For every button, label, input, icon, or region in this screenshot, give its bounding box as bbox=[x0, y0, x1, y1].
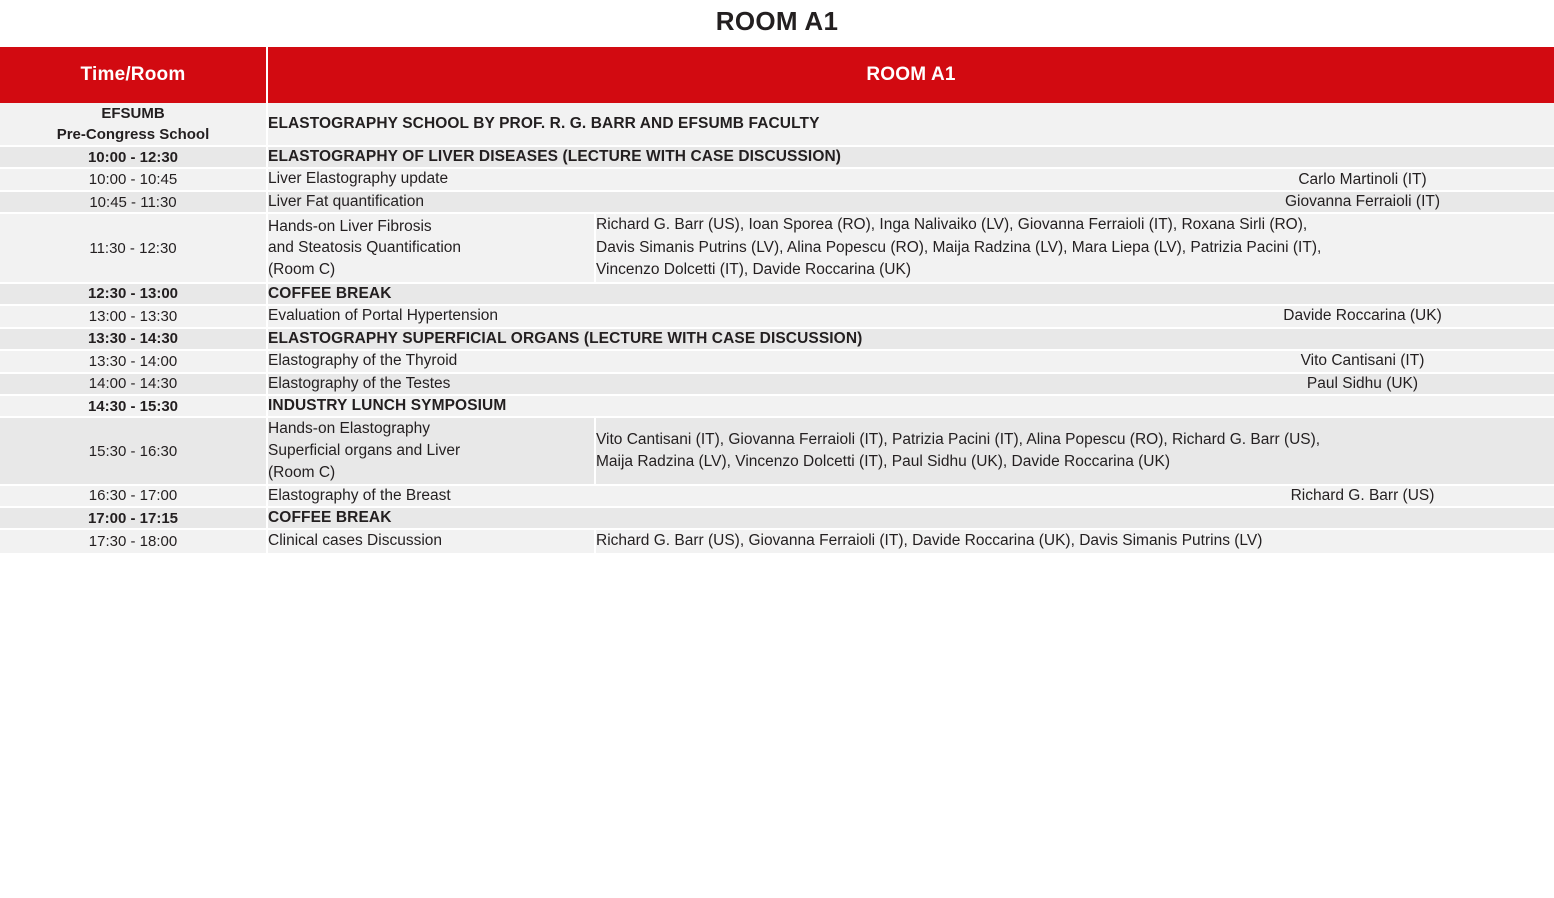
table-row bbox=[0, 529, 1554, 553]
table-header-row bbox=[0, 47, 1554, 103]
table-row bbox=[0, 373, 1554, 395]
faculty-line3: Vincenzo Dolcetti (IT), Davide Roccarina (UK) bbox=[596, 261, 911, 279]
row-time: 17:00 - 17:15 bbox=[0, 507, 267, 529]
row-time: 10:45 - 11:30 bbox=[0, 191, 267, 213]
row-topic bbox=[267, 213, 595, 282]
table-row bbox=[0, 507, 1554, 529]
topic-line1: Hands-on Liver Fibrosis bbox=[268, 217, 432, 235]
topic-line2: and Steatosis Quantification bbox=[268, 239, 462, 257]
row-faculty bbox=[595, 213, 1554, 282]
row-speaker: Carlo Martinoli (IT) bbox=[1171, 168, 1554, 190]
faculty-line2: Maija Radzina (LV), Vincenzo Dolcetti (IT), Paul Sidhu (UK), Davide Roccarina (UK) bbox=[596, 453, 1170, 471]
row-time: 13:30 - 14:00 bbox=[0, 350, 267, 372]
row-speaker: Vito Cantisani (IT) bbox=[1171, 350, 1554, 372]
table-row bbox=[0, 283, 1554, 305]
topic-line2: Superficial organs and Liver bbox=[268, 442, 461, 460]
row-topic: Elastography of the Thyroid bbox=[267, 350, 1171, 372]
row-time: 16:30 - 17:00 bbox=[0, 485, 267, 507]
row-title: ELASTOGRAPHY SCHOOL BY PROF. R. G. BARR AND EFSUMB FACULTY bbox=[267, 103, 1554, 146]
row-time: 12:30 - 13:00 bbox=[0, 283, 267, 305]
row-time: 14:00 - 14:30 bbox=[0, 373, 267, 395]
schedule-table bbox=[0, 47, 1554, 555]
row-speaker: Davide Roccarina (UK) bbox=[1171, 305, 1554, 327]
row-topic: Elastography of the Testes bbox=[267, 373, 1171, 395]
faculty-line1: Vito Cantisani (IT), Giovanna Ferraioli (IT), Patrizia Pacini (IT), Alina Popescu (RO), Richard G. Barr (US), bbox=[596, 430, 1321, 448]
row-title: COFFEE BREAK bbox=[267, 283, 1554, 305]
pre-school-line1: EFSUMB bbox=[101, 105, 165, 122]
row-speaker: Paul Sidhu (UK) bbox=[1171, 373, 1554, 395]
faculty-line1: Richard G. Barr (US), Ioan Sporea (RO), Inga Nalivaiko (LV), Giovanna Ferraioli (IT), Roxana Sirli (RO), bbox=[596, 216, 1308, 234]
row-title: ELASTOGRAPHY OF LIVER DISEASES (LECTURE WITH CASE DISCUSSION) bbox=[267, 146, 1554, 168]
row-speaker: Giovanna Ferraioli (IT) bbox=[1171, 191, 1554, 213]
header-time-room: Time/Room bbox=[0, 47, 267, 103]
table-row bbox=[0, 213, 1554, 282]
table-row bbox=[0, 328, 1554, 350]
row-time: 17:30 - 18:00 bbox=[0, 529, 267, 553]
table-row bbox=[0, 305, 1554, 327]
row-title: ELASTOGRAPHY SUPERFICIAL ORGANS (LECTURE WITH CASE DISCUSSION) bbox=[267, 328, 1554, 350]
row-topic bbox=[267, 417, 595, 484]
topic-line1: Hands-on Elastography bbox=[268, 420, 430, 438]
row-time bbox=[0, 103, 267, 146]
row-topic: Clinical cases Discussion bbox=[267, 529, 595, 553]
row-topic: Liver Elastography update bbox=[267, 168, 1171, 190]
faculty-line2: Davis Simanis Putrins (LV), Alina Popescu (RO), Maija Radzina (LV), Mara Liepa (LV), Patrizia Pacini (IT), bbox=[596, 238, 1322, 256]
row-time: 15:30 - 16:30 bbox=[0, 417, 267, 484]
header-room-a1: ROOM A1 bbox=[267, 47, 1554, 103]
row-topic: Elastography of the Breast bbox=[267, 485, 1171, 507]
row-time: 10:00 - 12:30 bbox=[0, 146, 267, 168]
table-row bbox=[0, 191, 1554, 213]
pre-school-line2: Pre-Congress School bbox=[56, 126, 210, 143]
table-row bbox=[0, 395, 1554, 417]
table-row bbox=[0, 168, 1554, 190]
topic-line3: (Room C) bbox=[268, 260, 336, 278]
table-row bbox=[0, 350, 1554, 372]
row-time: 13:30 - 14:30 bbox=[0, 328, 267, 350]
table-row bbox=[0, 146, 1554, 168]
table-row bbox=[0, 103, 1554, 146]
row-time: 10:00 - 10:45 bbox=[0, 168, 267, 190]
table-row bbox=[0, 417, 1554, 484]
row-time: 11:30 - 12:30 bbox=[0, 213, 267, 282]
row-topic: Liver Fat quantification bbox=[267, 191, 1171, 213]
bottom-spacer bbox=[0, 555, 1554, 569]
row-title: COFFEE BREAK bbox=[267, 507, 1554, 529]
page-title: ROOM A1 bbox=[715, 6, 839, 36]
row-time: 13:00 - 13:30 bbox=[0, 305, 267, 327]
row-faculty: Richard G. Barr (US), Giovanna Ferraioli (IT), Davide Roccarina (UK), Davis Simanis Putrins (LV) bbox=[595, 529, 1554, 553]
row-speaker: Richard G. Barr (US) bbox=[1171, 485, 1554, 507]
row-title: INDUSTRY LUNCH SYMPOSIUM bbox=[267, 395, 1554, 417]
row-faculty bbox=[595, 417, 1554, 484]
row-topic: Evaluation of Portal Hypertension bbox=[267, 305, 1171, 327]
row-time: 14:30 - 15:30 bbox=[0, 395, 267, 417]
table-row bbox=[0, 485, 1554, 507]
topic-line3: (Room C) bbox=[268, 463, 336, 481]
